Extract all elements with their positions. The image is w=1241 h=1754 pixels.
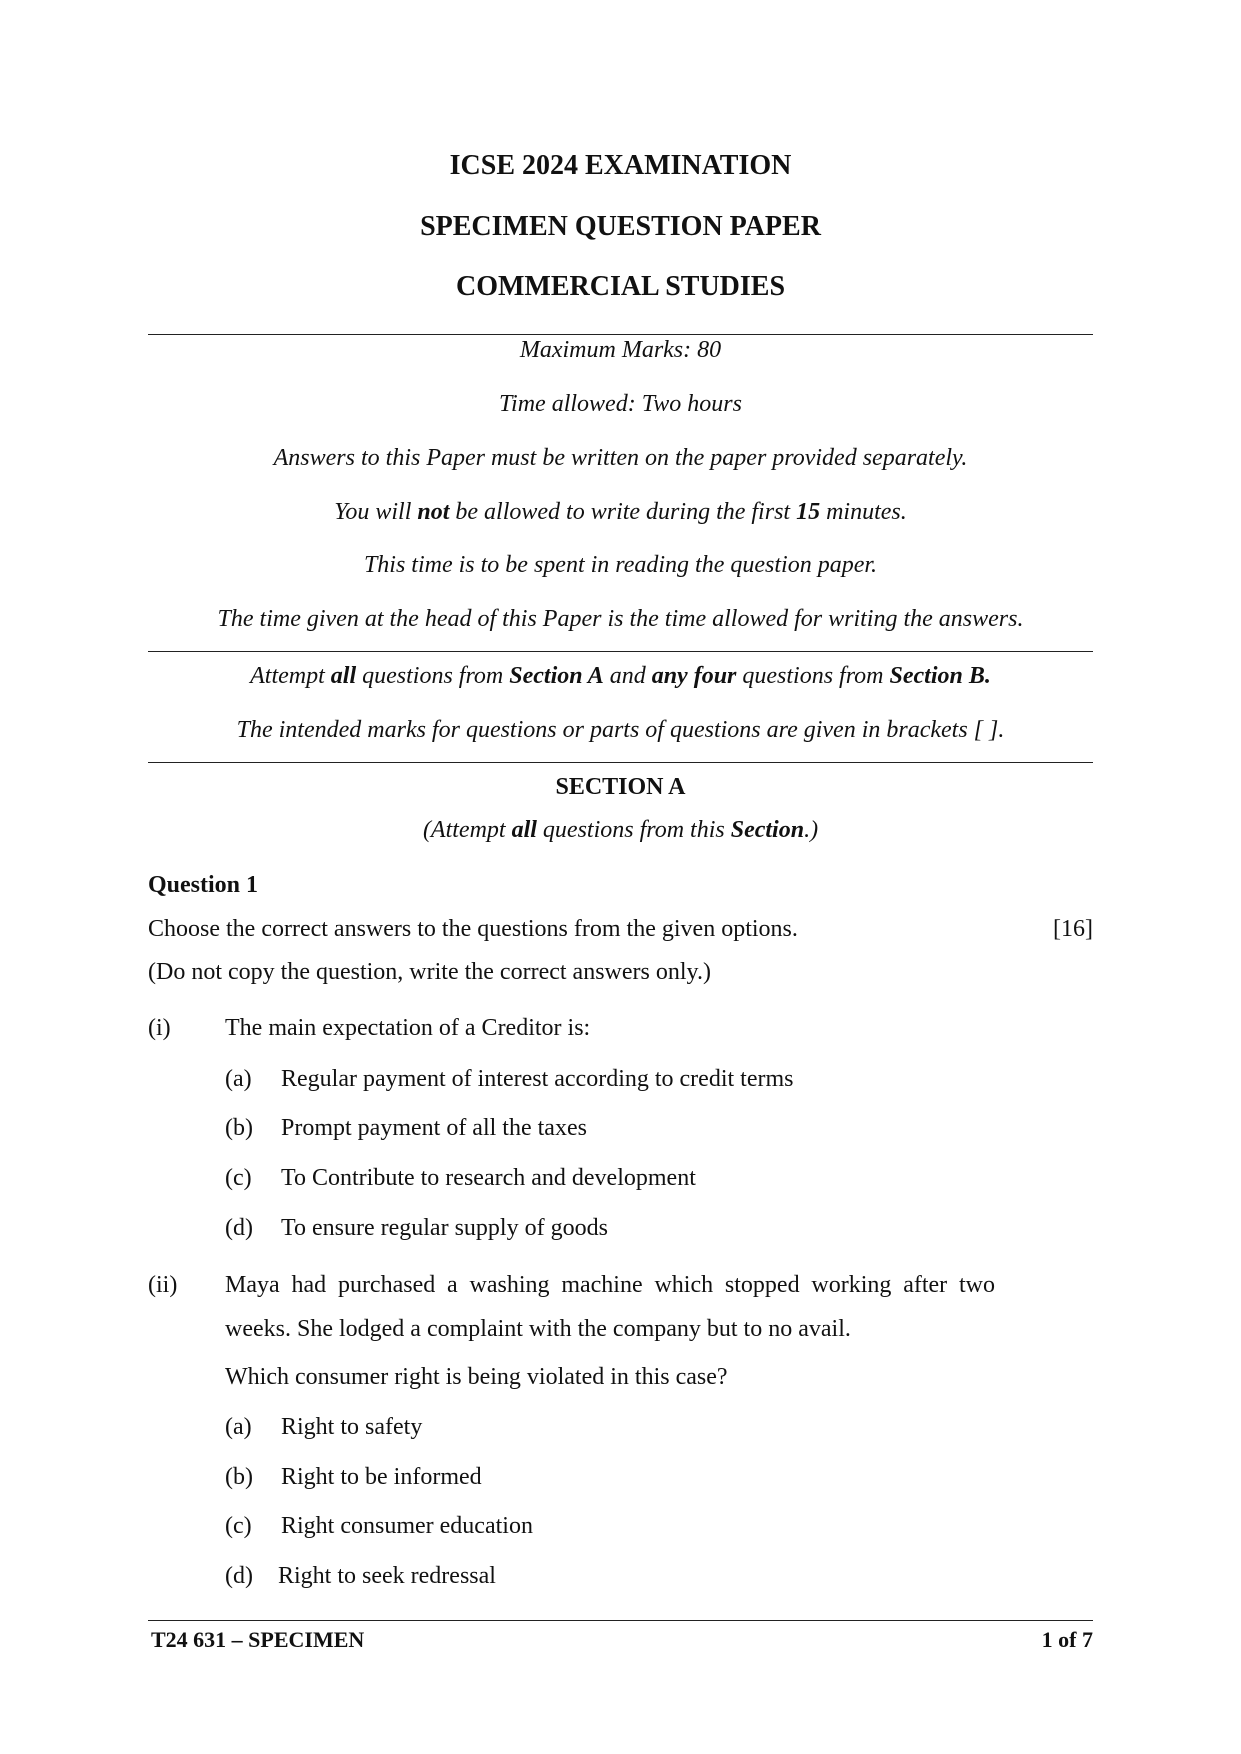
answers-note: Answers to this Paper must be written on the paper provided separately. [273,445,968,471]
question-prompt: Choose the correct answers to the questions from the given options. [148,916,798,942]
exam-title: ICSE 2024 EXAMINATION [449,150,792,181]
part-text: The main expectation of a Creditor is: [225,1015,591,1041]
attempt-instruction: Attempt all questions from Section A and any four questions from Section B. [250,663,991,689]
option-text: Prompt payment of all the taxes [281,1115,587,1141]
section-title: SECTION A [555,774,686,800]
instructions-divider [148,762,1093,763]
option-text: Right to seek redressal [278,1563,496,1589]
option-letter: (b) [225,1464,253,1490]
time-note: The time given at the head of this Paper is the time allowed for writing the answers. [217,606,1024,632]
option-text: Right to be informed [281,1464,482,1490]
option-letter: (c) [225,1165,252,1191]
part-number: (i) [148,1015,171,1041]
section-subtitle: (Attempt all questions from this Section.) [422,817,819,843]
header-divider [148,334,1093,335]
option-letter: (c) [225,1513,252,1539]
info-divider [148,651,1093,652]
subject-title: COMMERCIAL STUDIES [455,271,786,302]
question-marks: [16] [1053,916,1093,942]
option-letter: (a) [225,1414,252,1440]
option-text: Regular payment of interest according to credit terms [281,1066,794,1092]
question-note: (Do not copy the question, write the correct answers only.) [148,959,711,985]
paper-code: T24 631 – SPECIMEN [151,1627,365,1652]
option-text: To ensure regular supply of goods [281,1215,608,1241]
reading-note: This time is to be spent in reading the question paper. [363,552,878,578]
marks-instruction: The intended marks for questions or parts of questions are given in brackets [ ]. [236,717,1005,743]
question-heading: Question 1 [148,872,259,898]
option-letter: (a) [225,1066,252,1092]
page-number: 1 of 7 [1041,1627,1093,1652]
option-letter: (d) [225,1215,253,1241]
part-text-line: Which consumer right is being violated in this case? [225,1364,728,1390]
option-text: Right consumer education [281,1513,533,1539]
time-allowed: Time allowed: Two hours [499,391,742,417]
paper-type-title: SPECIMEN QUESTION PAPER [420,211,821,242]
option-letter: (d) [225,1563,253,1589]
option-text: To Contribute to research and development [281,1165,696,1191]
reading-time-note: You will not be allowed to write during the first 15 minutes. [334,499,907,525]
max-marks: Maximum Marks: 80 [519,337,722,363]
part-number: (ii) [148,1272,178,1298]
option-text: Right to safety [281,1414,423,1440]
footer-divider [148,1620,1093,1621]
option-letter: (b) [225,1115,253,1141]
part-text-line: Maya had purchased a washing machine which stopped working after two [225,1272,995,1298]
part-text-line: weeks. She lodged a complaint with the company but to no avail. [225,1316,851,1342]
